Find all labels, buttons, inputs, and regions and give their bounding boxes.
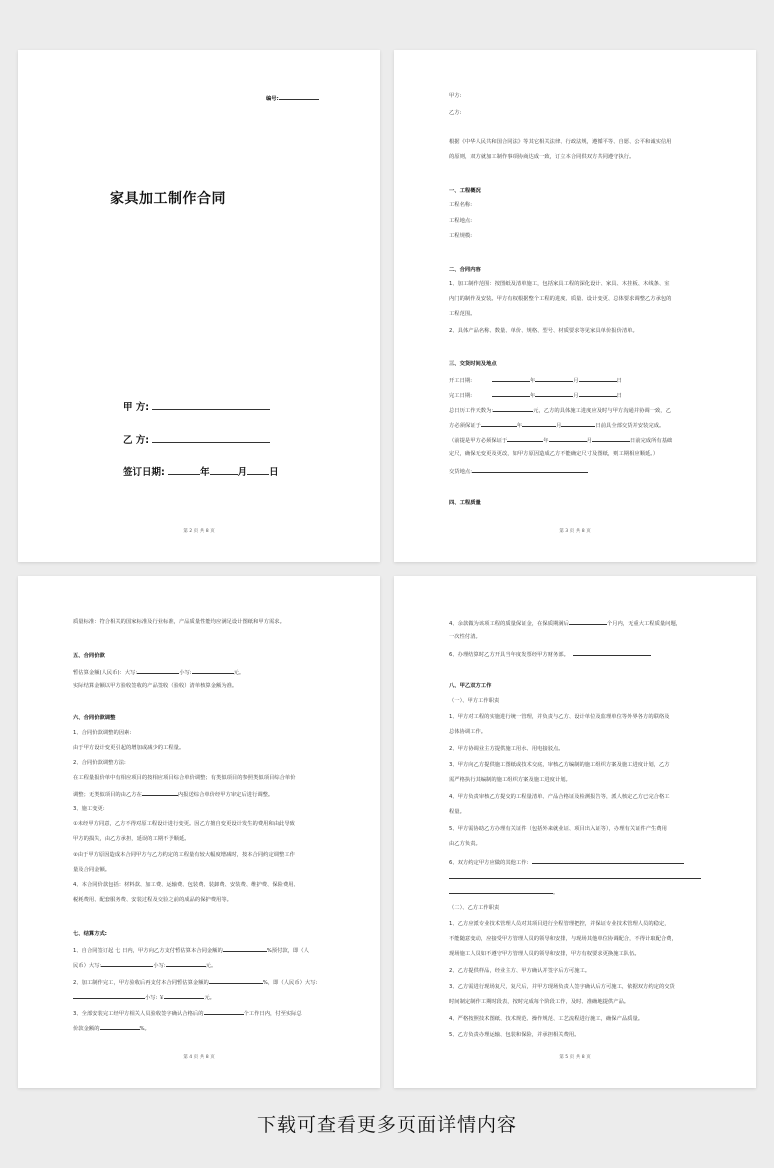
- text-line: 4、本合同价款包括：材料款、加工费、运输费、包装费、装卸费、安装费、维护费、保险费用、: [73, 882, 299, 888]
- text-line: 2、乙方提供样品，经业主方、甲方确认并签字后方可施工。: [449, 968, 591, 974]
- text-line: （前提是甲方必须保证于 年 月 日前完成所有基础: [449, 438, 673, 444]
- text-line: 方必须保证于 年 月 日前具全部交货并安装完成。: [449, 423, 665, 429]
- text-line: 工程范围。: [449, 311, 476, 317]
- text-line: 3、乙方需进行现场复尺，复尺后，并甲方现场负责人签字确认后方可施工，依据双方约定的交货: [449, 984, 675, 990]
- text-line: 4、余款做为该项工程的质量保证金，在保质期满后 个月内，无重大工程质量问题，: [449, 621, 682, 627]
- text-line: 总体协调工作。: [449, 729, 487, 735]
- text-line: 内门的制作及安装。甲方有权根据整个工程的进度、质量、设计变更、总体要求调整乙方承包的: [449, 296, 672, 302]
- section-heading: 一、工程概况: [449, 188, 481, 194]
- contract-title: 家具加工制作合同: [110, 191, 226, 207]
- text-line: 民币）大写: 小写: 元。: [73, 963, 217, 969]
- text-line: ①未经甲方同意，乙方不得对原工程设计进行变更。因乙方擅自变更设计发生的费用和由此导致: [73, 821, 295, 827]
- text-line: 程量。: [449, 809, 465, 815]
- page-footer: 第 5 页 共 8 页: [559, 1055, 591, 1060]
- party-b-signature: 乙 方:: [123, 432, 270, 446]
- text-line: 完工日期: 年 月 日: [449, 393, 622, 399]
- text-line: 乙方:: [449, 110, 462, 116]
- text-line: 价款金额的 %。: [73, 1026, 150, 1032]
- text-line: 由乙方负责。: [449, 841, 481, 847]
- text-line: 定尺，确保无变更及更改，如甲方原因造成乙方不能确定尺寸及图纸，则工期相应顺延。）: [449, 451, 659, 457]
- text-line: 1、甲方对工程的实施进行统一管理，并负责与乙方、设计单位及监理单位等外界各方的联络及: [449, 714, 670, 720]
- text-line: 4、甲方负责审核乙方提交的工程量清单、产品合格证及检测报告等，派人核定乙方已完合格工: [449, 794, 670, 800]
- text-line: 实际结算金额以甲方验收签收的产品签收（验收）清单核算金额为准。: [73, 683, 238, 689]
- text-line: 根据《中华人民共和国合同法》等其它相关法律、行政法规，遵循平等、自愿、公平和诚实信用: [449, 139, 672, 145]
- text-line: 6、双方约定甲方应做的其他工作:: [449, 858, 684, 867]
- text-line: 税耗费用、配套服务费、安装过程及交验之前的成品的保护费用等。: [73, 897, 232, 903]
- text-line: 质量标准：符合相关的国家标准及行业标准，产品质量性能均应满足设计图纸和甲方需求。: [73, 619, 285, 625]
- contract-page-5: [394, 576, 756, 1088]
- text-line: 5、乙方负责办理运输、包装和保险，并承担相关费用。: [449, 1032, 580, 1038]
- text-line: 6、办理结算时乙方开具当年度发票经甲方财务部。: [449, 650, 651, 659]
- section-heading: 二、合同内容: [449, 267, 481, 273]
- text-line: 2、甲方协调业主方提供施工用水、用电接驳点。: [449, 746, 564, 752]
- text-line: 一次性付清。: [449, 634, 481, 640]
- text-line: ②由于甲方原因造成本合同甲方与乙方约定的工程量有较大幅度增减时，按本合同约定调整工作: [73, 852, 295, 858]
- blank-line: 。: [449, 888, 558, 897]
- blank-line: [449, 873, 701, 882]
- text-line: 的原则，双方就加工制作事项协商达成一致，订立本合同供双方共同遵守执行。: [449, 154, 635, 160]
- text-line: 现场施工人员如不遵守甲方管理人员的领导和安排，甲方有权要求更换施工队伍。: [449, 951, 640, 957]
- text-line: 5、甲方需协助乙方办理有关证件（包括外来就业证、项目出入证等），办理有关证件产生费用: [449, 826, 667, 832]
- text-line: 3、全部安装完工经甲方相关人员验收签字确认合格后的 个工作日内，付至实际总: [73, 1011, 302, 1017]
- sign-date: 签订日期: 年 月 日: [123, 467, 279, 478]
- text-line: （二）、乙方工作职责: [449, 905, 500, 911]
- section-heading: 七、结算方式:: [73, 931, 107, 937]
- text-line: 在工程量报价单中有相应项目的按相应项目综合单价调整；有类似项目的参照类似项目综合单价: [73, 775, 296, 781]
- section-heading: 六、合同价款调整: [73, 715, 116, 721]
- text-line: 1、乙方应派专业技术管理人员对其项目进行全程管理把控，并保证专业技术管理人员的稳定，: [449, 921, 670, 927]
- party-a-signature: 甲 方:: [123, 399, 270, 413]
- contract-page-2: [394, 50, 756, 562]
- contract-number: 编号:: [266, 94, 319, 103]
- text-line: 甲方:: [449, 93, 462, 99]
- text-line: （一）、甲方工作职责: [449, 698, 500, 704]
- section-heading: 五、合同价款: [73, 653, 105, 659]
- section-heading: 三、交货时间及地点: [449, 361, 497, 367]
- text-line: 工程规模:: [449, 233, 472, 239]
- text-line: 甲方的损失，由乙方承担，延误的工期不予顺延。: [73, 836, 190, 842]
- text-line: 总日历工作天数为: 元，乙方的具体施工进度应及时与甲方沟通并协调一致，乙: [449, 408, 671, 414]
- cover-page: [18, 50, 380, 562]
- text-line: 1、加工制作范围：按图纸及清单施工，包括家具工程的深化设计、家具、木挂板、木线条、室: [449, 281, 670, 287]
- text-line: 不能随意变动，应接受甲方管理人员的领导和安排，与现场其他单位协调配合，不得计取配合费，: [449, 936, 677, 942]
- page-footer: 第 4 页 共 8 页: [183, 1055, 215, 1060]
- text-line: 交货地点:: [449, 467, 588, 476]
- text-line: 4、严格按照技术图纸、技术规范、操作规范、工艺流程进行施工，确保产品质量。: [449, 1016, 644, 1022]
- text-line: 由于甲方设计变更引起的增加或减少的工程量。: [73, 745, 185, 751]
- download-more-banner[interactable]: 下载可查看更多页面详情内容: [256, 1114, 517, 1136]
- text-line: 暂估算金额(人民币)：大写: 小写: 元。: [73, 670, 245, 676]
- section-heading: 八、甲乙双方工作: [449, 683, 492, 689]
- text-line: 需严格执行其编制的施工组织方案及施工进度计划。: [449, 777, 571, 783]
- text-line: 3、甲方向乙方提供施工图纸或技术交底，审核乙方编制的施工组织方案及施工进度计划，乙方: [449, 762, 670, 768]
- page-footer: 第 2 页 共 8 页: [183, 529, 215, 534]
- text-line: 工程名称:: [449, 202, 472, 208]
- text-line: 开工日期: 年 月 日: [449, 378, 622, 384]
- page-footer: 第 3 页 共 8 页: [559, 529, 591, 534]
- text-line: 2、具体产品名称、数量、单价、规格、型号、材质要求等见家具单价报价清单。: [449, 328, 638, 334]
- text-line: 小写: ￥ 元。: [73, 993, 215, 1002]
- text-line: 3、施工变更:: [73, 806, 105, 812]
- text-line: 1、合同价款调整的因素:: [73, 730, 132, 736]
- contract-page-4: [18, 576, 380, 1088]
- text-line: 量及合同金额。: [73, 867, 111, 873]
- text-line: 1、自合同签订起 七 日内，甲方向乙方支付暂估算本合同金额的 %预付款，即（人: [73, 948, 309, 954]
- text-line: 调整；无类似项目的由乙方在 内报送综合单价经甲方审定后进行调整。: [73, 792, 274, 798]
- text-line: 2、合同价款调整方法:: [73, 760, 126, 766]
- text-line: 时间制定制作工期时段表，按时完成每个阶段工作，及时、准确地提供产品。: [449, 999, 630, 1005]
- text-line: 工程地点:: [449, 218, 472, 224]
- text-line: 2、加工制作完工，甲方验收后再支付本合同暂估算金额的 %，即（人民币）大写:: [73, 980, 318, 986]
- section-heading: 四、工程质量: [449, 500, 481, 506]
